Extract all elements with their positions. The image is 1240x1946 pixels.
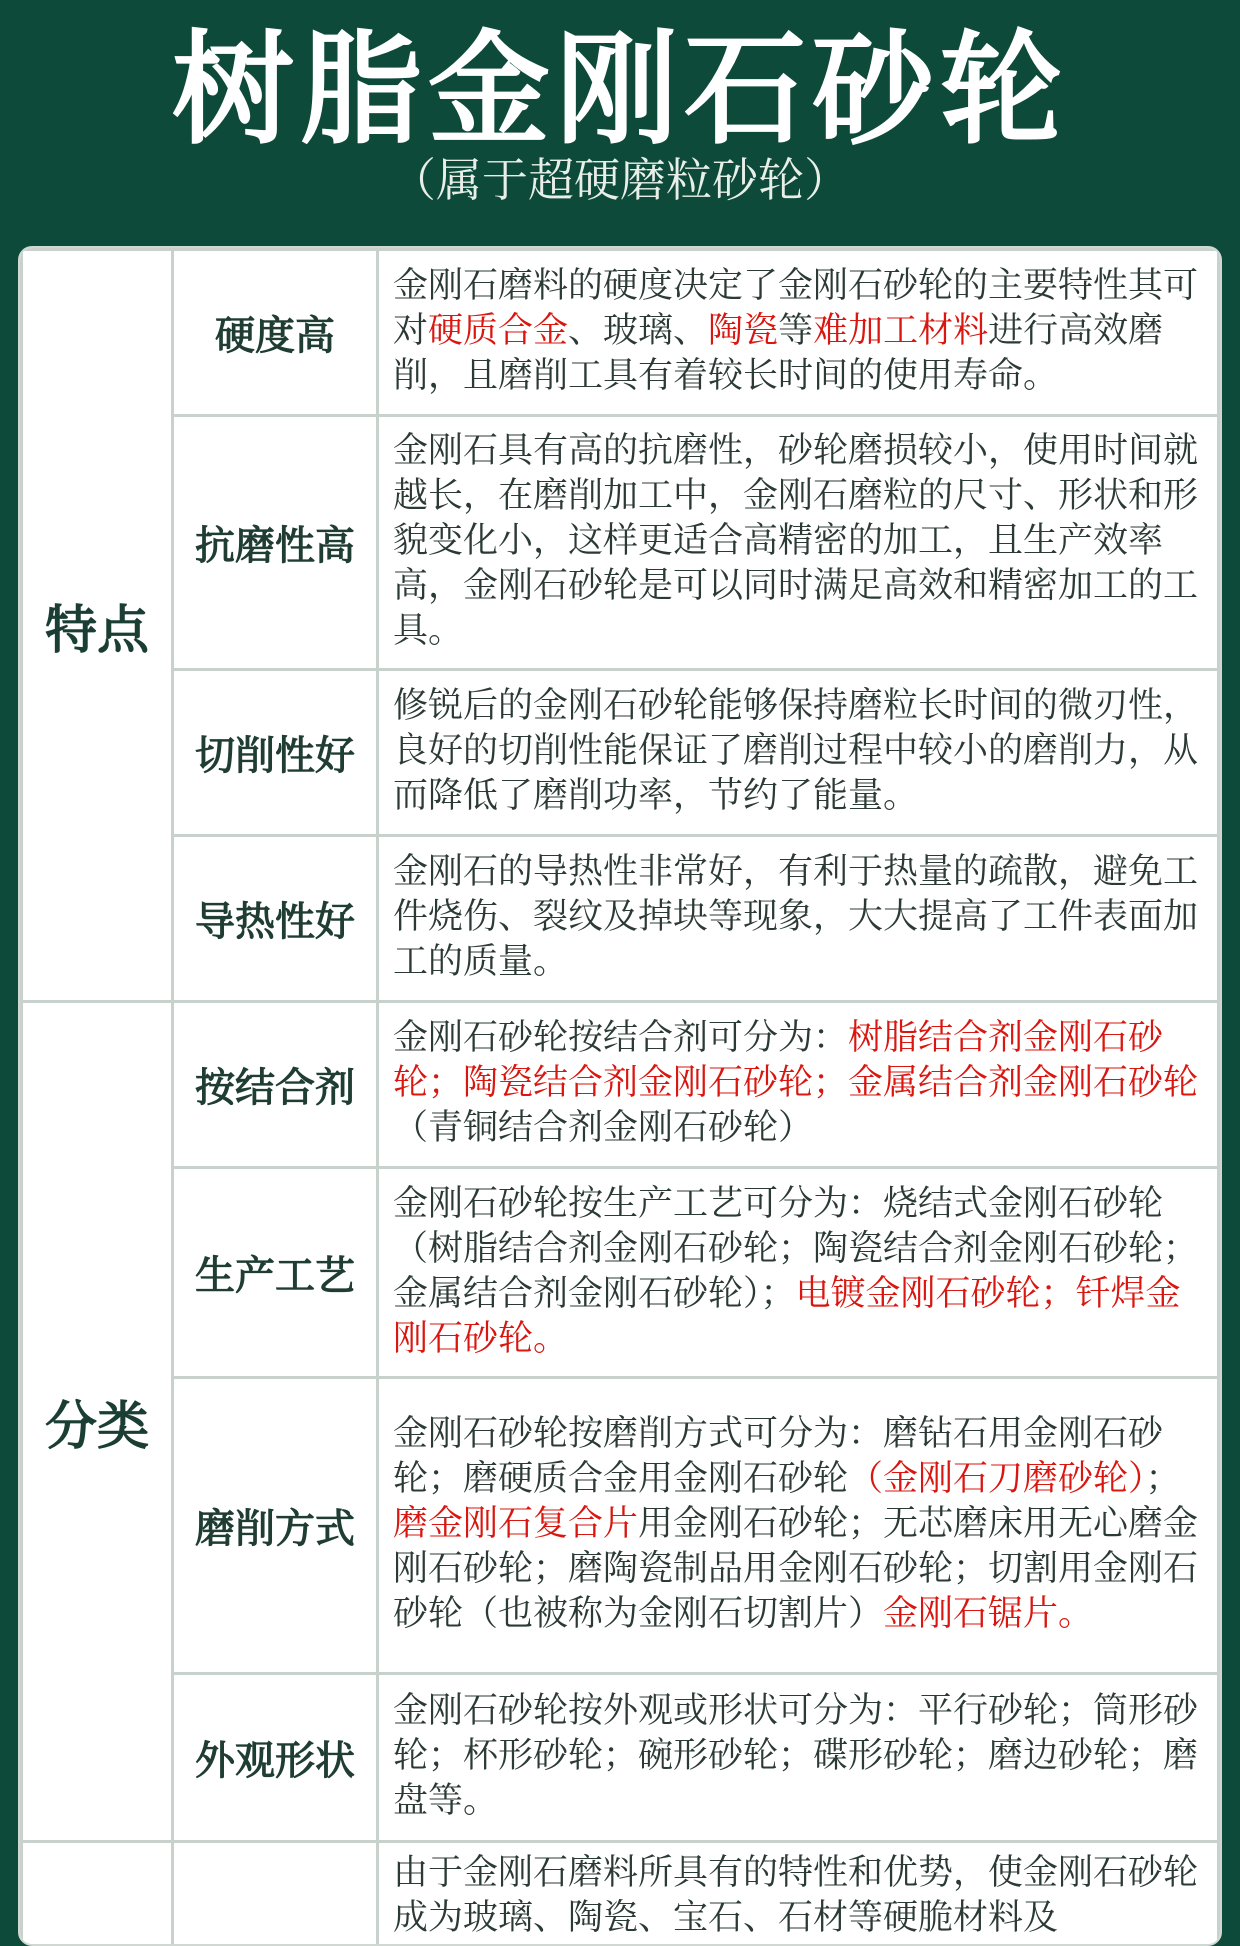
row-label — [173, 1842, 378, 1946]
row-label: 磨削方式 — [173, 1378, 378, 1674]
row-desc — [378, 1378, 1219, 1674]
highlight-text: 难加工材料 — [813, 311, 988, 351]
desc-text: 、玻璃、 — [568, 311, 708, 351]
desc-text: 金刚石的导热性非常好，有利于热量的疏散，避免工件烧伤、裂纹及掉块等现象，大大提高了工件表面加工的质量。 — [393, 852, 1198, 982]
row-desc — [378, 836, 1219, 1002]
desc-text: 金刚石具有高的抗磨性，砂轮磨损较小，使用时间就越长，在磨削加工中，金刚石磨粒的尺寸、形状和形貌变化小，这样更适合高精密的加工，且生产效率高，金刚石砂轮是可以同时满足高效和精密加工的工具。 — [393, 431, 1198, 651]
desc-text: 由于金刚石磨料所具有的特性和优势，使金刚石砂轮成为玻璃、陶瓷、宝石、石材等硬脆材料及 — [393, 1853, 1198, 1938]
desc-text: 金刚石磨料的硬度决定了金刚石砂轮的主要特性其可对 — [393, 266, 1198, 351]
row-label: 外观形状 — [173, 1674, 378, 1842]
table-row — [22, 1002, 1219, 1168]
category-features: 特点 — [22, 250, 173, 1002]
desc-text: 金刚石砂轮按生产工艺可分为：烧结式金刚石砂轮（树脂结合剂金刚石砂轮；陶瓷结合剂金刚石砂轮；金属结合剂金刚石砂轮）； — [393, 1184, 1198, 1314]
desc-text: 等 — [778, 311, 813, 351]
desc-text: ； — [1146, 1459, 1181, 1499]
row-label: 抗磨性高 — [173, 416, 378, 670]
row-desc — [378, 1674, 1219, 1842]
row-label: 导热性好 — [173, 836, 378, 1002]
row-label: 生产工艺 — [173, 1168, 378, 1378]
desc-text: （青铜结合剂金刚石砂轮） — [393, 1108, 813, 1148]
desc-text: 金刚石砂轮按结合剂可分为： — [393, 1018, 848, 1058]
row-label: 切削性好 — [173, 670, 378, 836]
spec-table-card — [18, 246, 1222, 1946]
highlight-text: 金刚石锯片。 — [883, 1594, 1093, 1634]
desc-text: 修锐后的金刚石砂轮能够保持磨粒长时间的微刃性，良好的切削性能保证了磨削过程中较小的磨削力，从而降低了磨削功率，节约了能量。 — [393, 686, 1198, 816]
table-row — [22, 1842, 1219, 1946]
spec-table — [20, 248, 1220, 1946]
row-desc — [378, 670, 1219, 836]
desc-text: 金刚石砂轮按磨削方式可分为：磨钻石用金刚石砂轮；磨硬质合金用金刚石砂轮 — [393, 1414, 1163, 1499]
page-subtitle: （属于超硬磨粒砂轮） — [0, 150, 1240, 210]
table-row — [22, 1168, 1219, 1378]
desc-text: 用金刚石砂轮；无芯磨床用无心磨金刚石砂轮；磨陶瓷制品用金刚石砂轮；切割用金刚石砂轮（也被称为金刚石切割片） — [393, 1504, 1198, 1634]
table-row — [22, 670, 1219, 836]
page-title: 树脂金刚石砂轮 — [0, 20, 1240, 160]
highlight-text: 电镀金刚石砂轮；钎焊金刚石砂轮。 — [393, 1274, 1181, 1359]
category-classification: 分类 — [22, 1002, 173, 1842]
row-desc — [378, 416, 1219, 670]
highlight-text: 磨金刚石复合片 — [393, 1504, 638, 1544]
table-row — [22, 1674, 1219, 1842]
row-desc — [378, 1002, 1219, 1168]
table-row — [22, 416, 1219, 670]
row-label: 硬度高 — [173, 250, 378, 416]
category-cell — [22, 1842, 173, 1946]
highlight-text: 树脂结合剂金刚石砂轮；陶瓷结合剂金刚石砂轮；金属结合剂金刚石砂轮 — [393, 1018, 1198, 1103]
row-desc — [378, 1842, 1219, 1946]
desc-text: 进行高效磨削，且磨削工具有着较长时间的使用寿命。 — [393, 311, 1163, 396]
row-label: 按结合剂 — [173, 1002, 378, 1168]
highlight-text: 硬质合金 — [428, 311, 568, 351]
highlight-text: （金刚石刀磨砂轮） — [848, 1459, 1146, 1499]
row-desc — [378, 250, 1219, 416]
desc-text: 金刚石砂轮按外观或形状可分为：平行砂轮；筒形砂轮；杯形砂轮；碗形砂轮；碟形砂轮；磨边砂轮；磨盘等。 — [393, 1691, 1198, 1821]
row-desc — [378, 1168, 1219, 1378]
highlight-text: 陶瓷 — [708, 311, 778, 351]
table-row — [22, 836, 1219, 1002]
page-header — [0, 0, 1240, 246]
table-row — [22, 250, 1219, 416]
table-row — [22, 1378, 1219, 1674]
